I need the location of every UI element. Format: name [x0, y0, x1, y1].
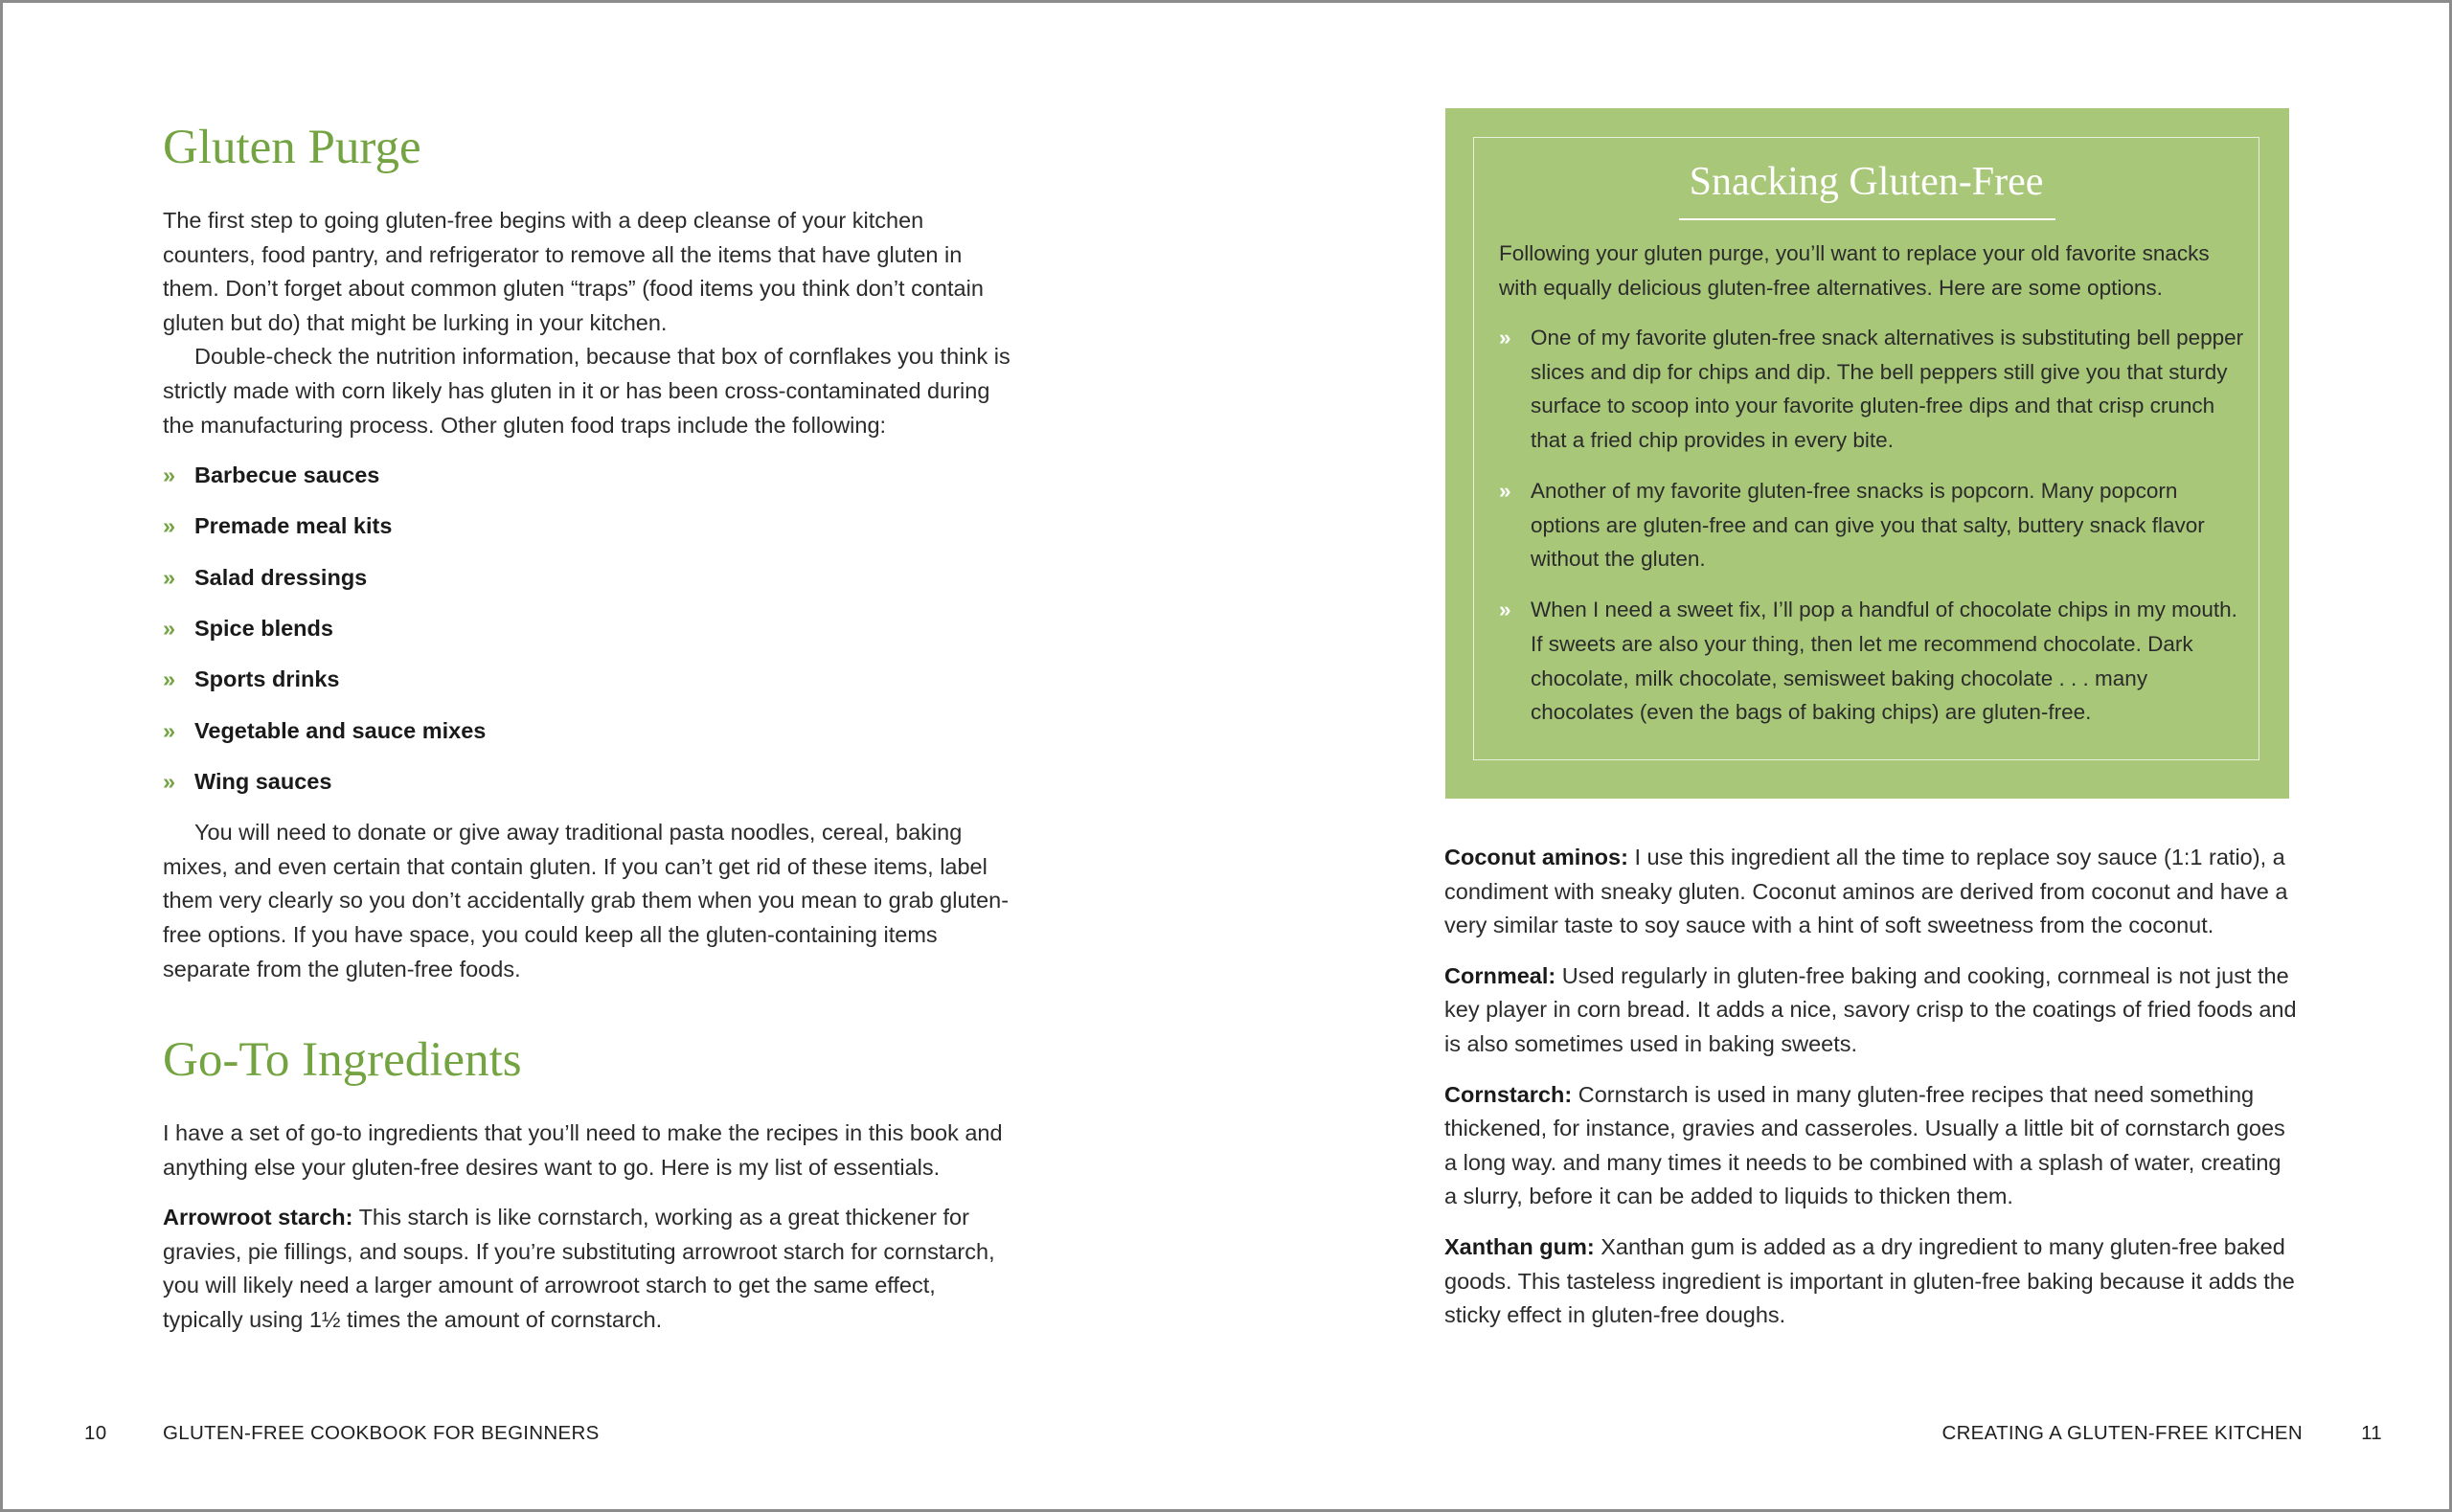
list-item: » One of my favorite gluten-free snack alternatives is substituting bell pepper slices and dip for chips and dip. The bell peppers still give you that sturdy surface to scoop into your favorite gluten-free dips and that crisp crunch that a fried chip provides in every bite.: [1499, 321, 2246, 457]
heading-gluten-purge: Gluten Purge: [163, 121, 421, 174]
book-spread: [3, 3, 2449, 1509]
sidebar-intro: Following your gluten purge, you’ll want to replace your old favorite snacks with equally delicious gluten-free alternatives. Here are some options.: [1499, 241, 2210, 300]
paragraph-donate: You will need to donate or give away traditional pasta noodles, cereal, baking mixes, and even certain that contain gluten. If you can’t get rid of these items, label them very clearly so you don’t accidentally grab them when you mean to grab gluten-free options. If you have space, you could keep all the gluten-containing items separate from the gluten-free foods.: [163, 820, 1010, 982]
chevron-bullet-icon: »: [1499, 326, 1511, 350]
list-item: » Another of my favorite gluten-free snacks is popcorn. Many popcorn options are gluten-free and can give you that salty, buttery snack flavor without the gluten.: [1499, 474, 2246, 576]
chevron-bullet-icon: »: [163, 768, 176, 794]
ingredient-coconut-aminos: Coconut aminos: I use this ingredient all the time to replace soy sauce (1:1 ratio), a condiment with sneaky gluten. Coconut aminos are derived from coconut and have a very similar taste to soy sauce with a hint of soft sweetness from the coconut.: [1444, 845, 2288, 938]
chevron-bullet-icon: »: [163, 666, 176, 692]
ingredient-arrowroot: Arrowroot starch: This starch is like cornstarch, working as a great thickener for gravies, pie fillings, and soups. If you’re substituting arrowroot starch for cornstarch, you will likely need a larger amount of arrowroot starch to get the same effect, typically using 1½ times the amount of cornstarch.: [163, 1205, 995, 1333]
gluten-traps-list: [163, 459, 1015, 799]
sidebar-title-rule: [1679, 218, 2055, 220]
list-item: » Sports drinks: [163, 663, 1015, 697]
list-item: » Vegetable and sauce mixes: [163, 714, 1015, 749]
ingredient-xanthan-gum: Xanthan gum: Xanthan gum is added as a dry ingredient to many gluten-free baked goods. This tasteless ingredient is important in gluten-free baking because it adds the sticky effect in gluten-free doughs.: [1444, 1233, 2295, 1328]
snack-options-list: [1499, 321, 2246, 730]
list-item: » When I need a sweet fix, I’ll pop a handful of chocolate chips in my mouth. If sweets are also your thing, then let me recommend chocolate. Dark chocolate, milk chocolate, semisweet baking chocolate . . . many chocolates (even the bags of baking chips) are gluten-free.: [1499, 593, 2246, 729]
paragraph-double-check: Double-check the nutrition information, because that box of cornflakes you think is strictly made with corn likely has gluten in it or has been cross-contaminated during the manufacturing process. Other gluten food traps include the following:: [163, 344, 1010, 438]
sidebar-frame: [1473, 137, 2259, 760]
sidebar-title: Snacking Gluten-Free: [1689, 160, 2044, 204]
left-page: [3, 3, 1226, 1509]
heading-go-to-ingredients: Go-To Ingredients: [163, 1033, 522, 1088]
paragraph-intro: The first step to going gluten-free begins with a deep cleanse of your kitchen counters, food pantry, and refrigerator to remove all the items that have gluten in them. Don’t forget about common gluten “traps” (food items you think don’t contain gluten but do) that might be lurking in your kitchen.: [163, 208, 984, 335]
running-head-right: CREATING A GLUTEN-FREE KITCHEN: [1941, 1422, 2303, 1444]
chevron-bullet-icon: »: [1499, 598, 1511, 622]
ingredient-term: Cornmeal:: [1444, 962, 1556, 988]
list-item: » Spice blends: [163, 612, 1015, 646]
paragraph-essentials: I have a set of go-to ingredients that you’ll need to make the recipes in this book and anything else your gluten-free desires want to go. Here is my list of essentials.: [163, 1120, 1003, 1180]
chevron-bullet-icon: »: [163, 513, 176, 539]
list-item: » Wing sauces: [163, 765, 1015, 800]
ingredient-term: Xanthan gum:: [1444, 1233, 1595, 1259]
running-head-left: GLUTEN-FREE COOKBOOK FOR BEGINNERS: [163, 1422, 600, 1444]
chevron-bullet-icon: »: [163, 717, 176, 743]
chevron-bullet-icon: »: [1499, 479, 1511, 504]
right-column: [1444, 841, 2297, 1333]
ingredient-term: Cornstarch:: [1444, 1081, 1573, 1107]
sidebar-box: [1445, 108, 2289, 799]
chevron-bullet-icon: »: [163, 463, 176, 488]
list-item: » Barbecue sauces: [163, 459, 1015, 493]
sidebar-body: [1499, 237, 2246, 746]
chevron-bullet-icon: »: [163, 564, 176, 590]
list-item: » Premade meal kits: [163, 509, 1015, 544]
ingredient-cornstarch: Cornstarch: Cornstarch is used in many gluten-free recipes that need something thickened, for instance, gravies and casseroles. Usually a little bit of cornstarch goes a long way. and many times it needs to be combined with a splash of water, creating a slurry, before it can be added to liquids to thicken them.: [1444, 1081, 2285, 1209]
page-number-left: 10: [84, 1422, 107, 1444]
ingredient-cornmeal: Cornmeal: Used regularly in gluten-free baking and cooking, cornmeal is not just the key player in corn bread. It adds a nice, savory crisp to the coatings of fried foods and is also sometimes used in baking sweets.: [1444, 962, 2297, 1056]
chevron-bullet-icon: »: [163, 616, 176, 641]
ingredient-term: Coconut aminos:: [1444, 845, 1628, 869]
ingredient-term: Arrowroot starch:: [163, 1205, 353, 1230]
list-item: » Salad dressings: [163, 561, 1015, 596]
right-page: [1226, 3, 2449, 1509]
left-column: [163, 116, 1015, 1338]
page-number-right: 11: [2361, 1422, 2382, 1444]
